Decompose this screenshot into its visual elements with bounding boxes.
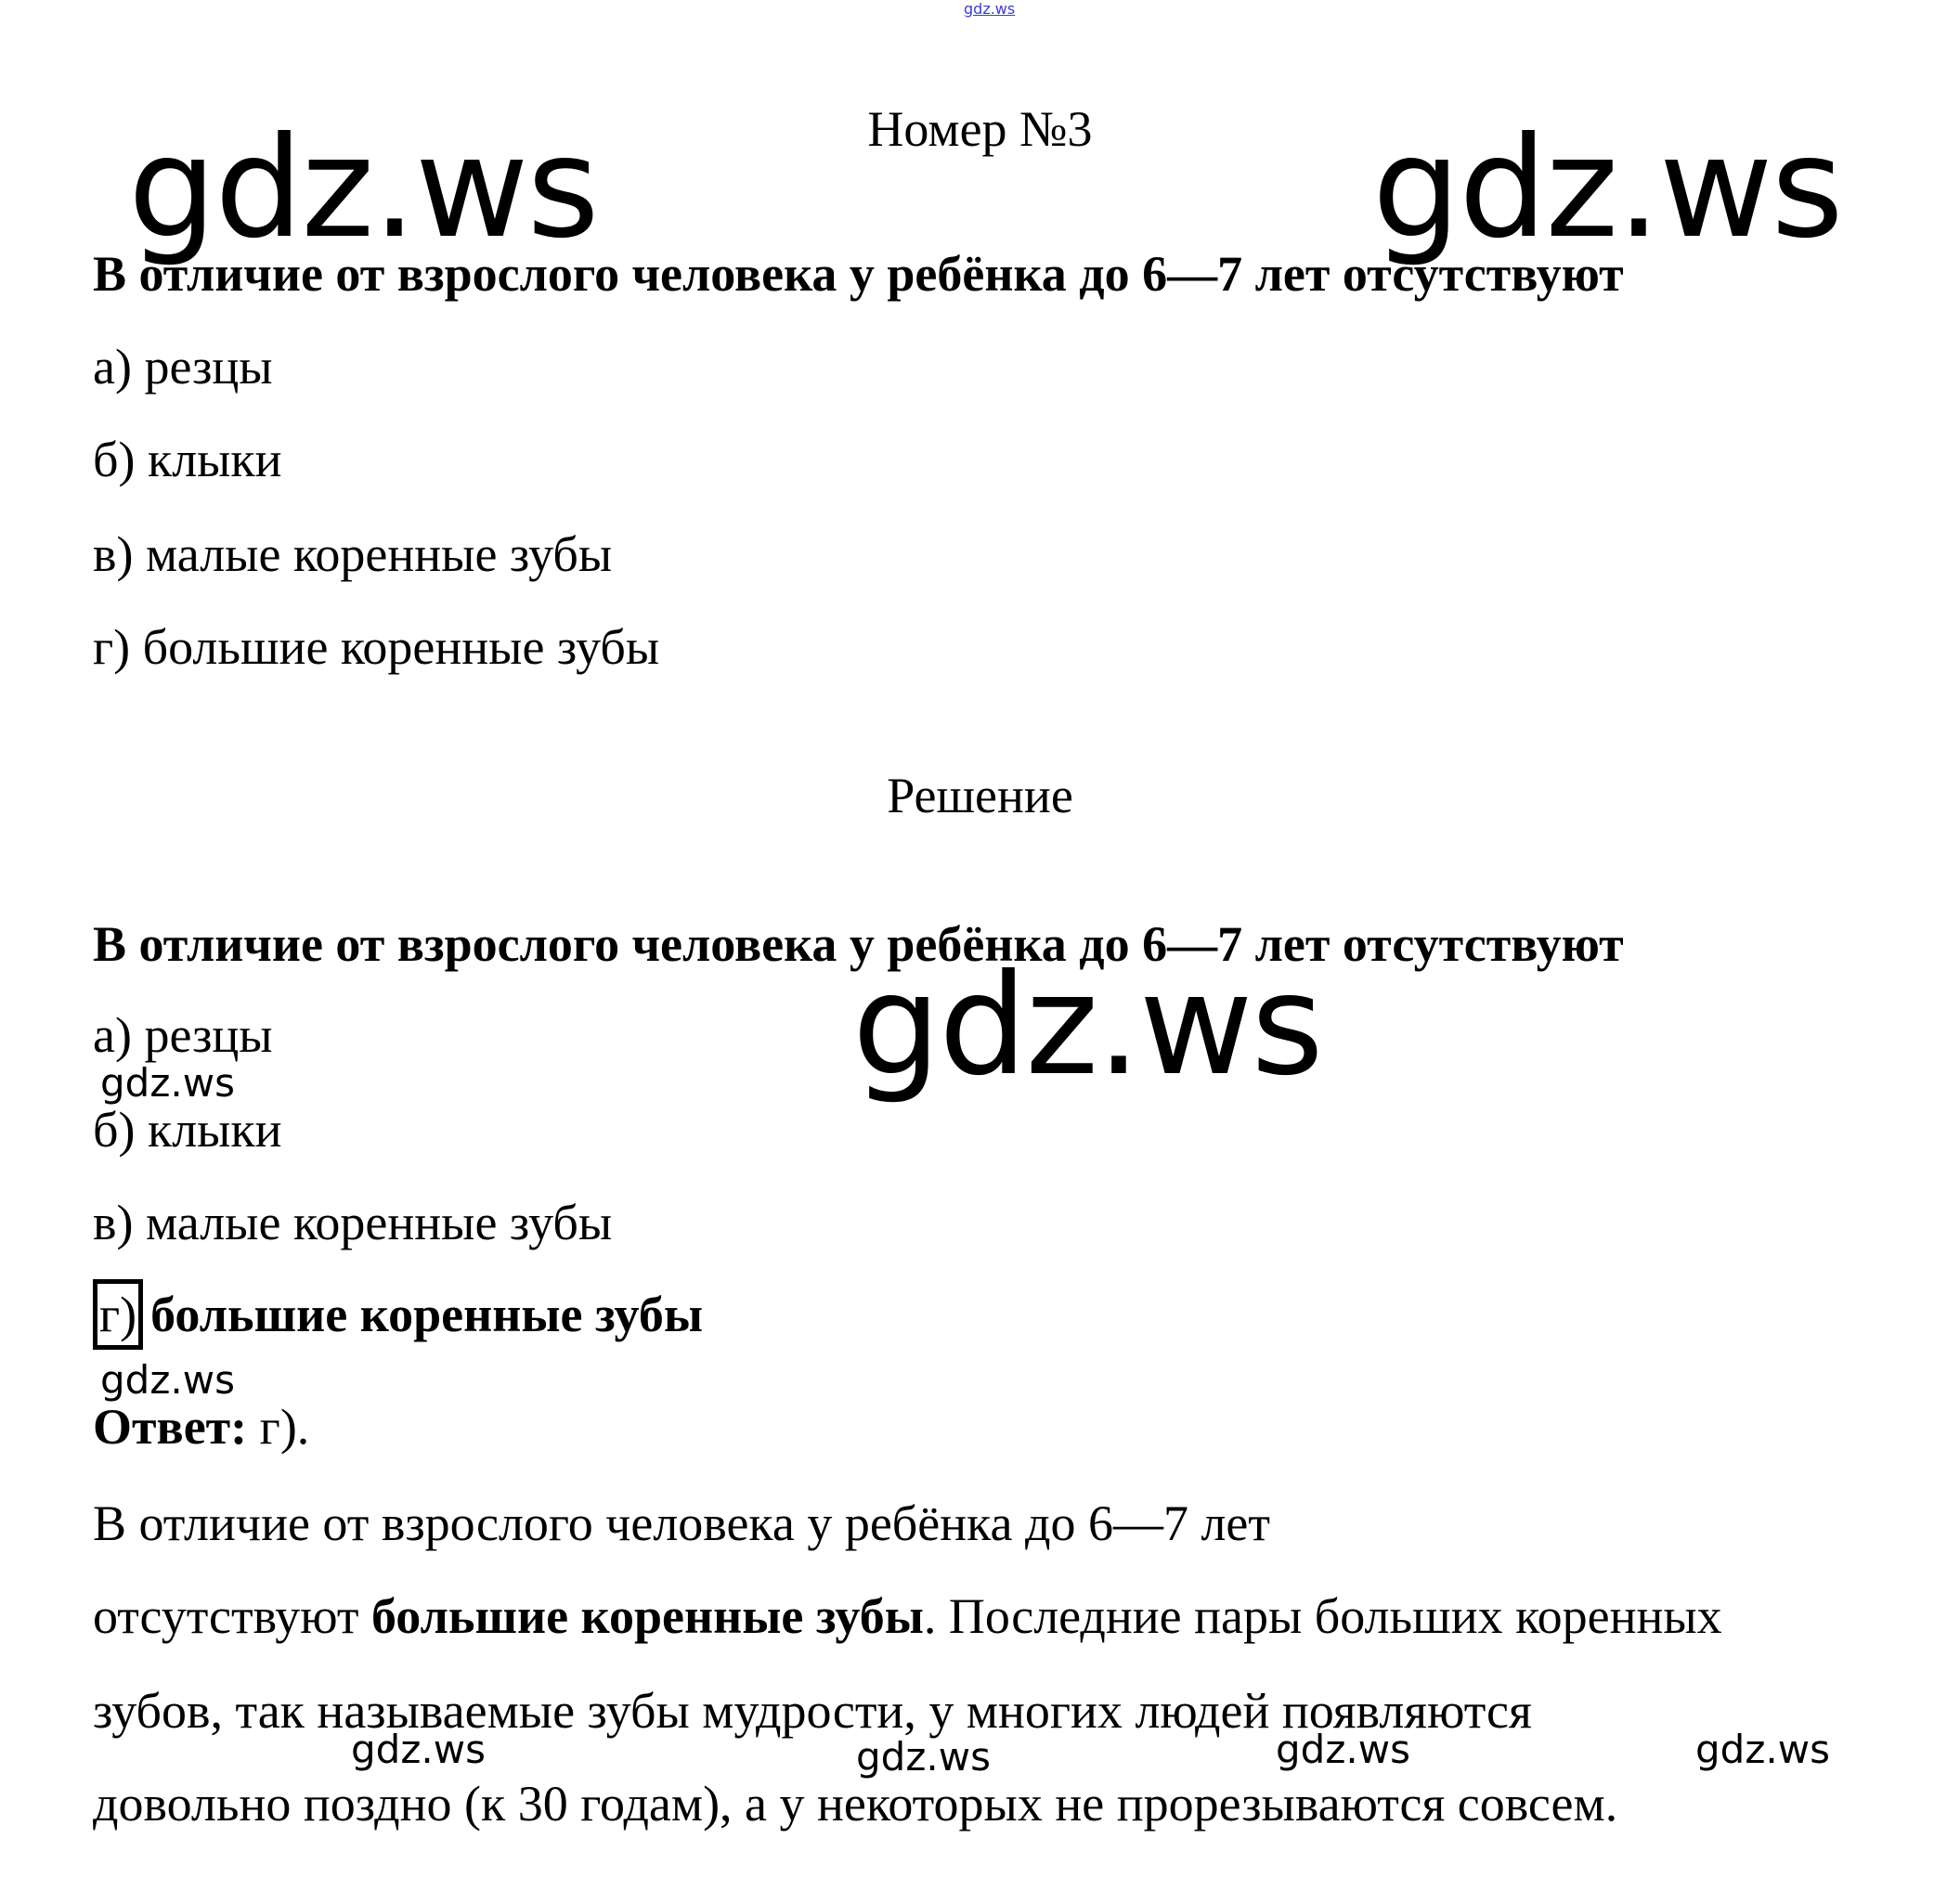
solution-question-text: В отличие от взрослого человека у ребёнка до 6—7 лет отсутствуют — [93, 916, 1624, 972]
watermark-logo: gdz.ws — [351, 1727, 486, 1772]
selected-option-text: большие коренные зубы — [150, 1287, 704, 1342]
watermark-logo: gdz.ws — [1695, 1727, 1830, 1772]
explanation-line-4: довольно поздно (к 30 годам), а у некоторых не прорезываются совсем. — [93, 1776, 1618, 1832]
question-option-b: б) клыки — [93, 432, 282, 487]
question-option-d: г) большие коренные зубы — [93, 619, 660, 675]
watermark-logo: gdz.ws — [856, 1734, 991, 1780]
watermark-logo: gdz.ws — [1372, 108, 1842, 269]
explanation-line-2-start: отсутствуют — [93, 1588, 372, 1644]
watermark-logo: gdz.ws — [100, 1357, 235, 1403]
watermark-logo: gdz.ws — [100, 1060, 235, 1106]
explanation-line-3: зубов, так называемые зубы мудрости, у многих людей появляются — [93, 1683, 1532, 1739]
solution-option-b: б) клыки — [93, 1102, 282, 1158]
solution-heading: Решение — [887, 768, 1073, 823]
question-option-a: а) резцы — [93, 339, 273, 395]
selected-marker-box: г) — [93, 1279, 143, 1350]
question-option-c: в) малые коренные зубы — [93, 526, 613, 582]
explanation-line-2-bold: большие коренные зубы — [371, 1588, 924, 1644]
solution-option-c: в) малые коренные зубы — [93, 1195, 613, 1250]
watermark-logo: gdz.ws — [128, 108, 598, 269]
watermark-logo: gdz.ws — [852, 945, 1322, 1107]
top-link[interactable]: gdz.ws — [964, 0, 1016, 18]
watermark-logo: gdz.ws — [1276, 1727, 1410, 1772]
explanation-line-2-end: . Последние пары больших коренных — [923, 1588, 1722, 1644]
explanation-line-1: В отличие от взрослого человека у ребёнка до 6—7 лет — [93, 1495, 1270, 1551]
solution-option-a: а) резцы — [93, 1007, 273, 1063]
solution-option-d-selected — [93, 1279, 703, 1350]
page-title: Номер №3 — [867, 101, 1093, 157]
answer-line — [93, 1399, 310, 1455]
answer-label: Ответ: — [93, 1399, 248, 1455]
answer-value: г). — [247, 1399, 310, 1455]
question-text: В отличие от взрослого человека у ребёнка до 6—7 лет отсутствуют — [93, 246, 1624, 302]
explanation-line-2 — [93, 1588, 1722, 1644]
